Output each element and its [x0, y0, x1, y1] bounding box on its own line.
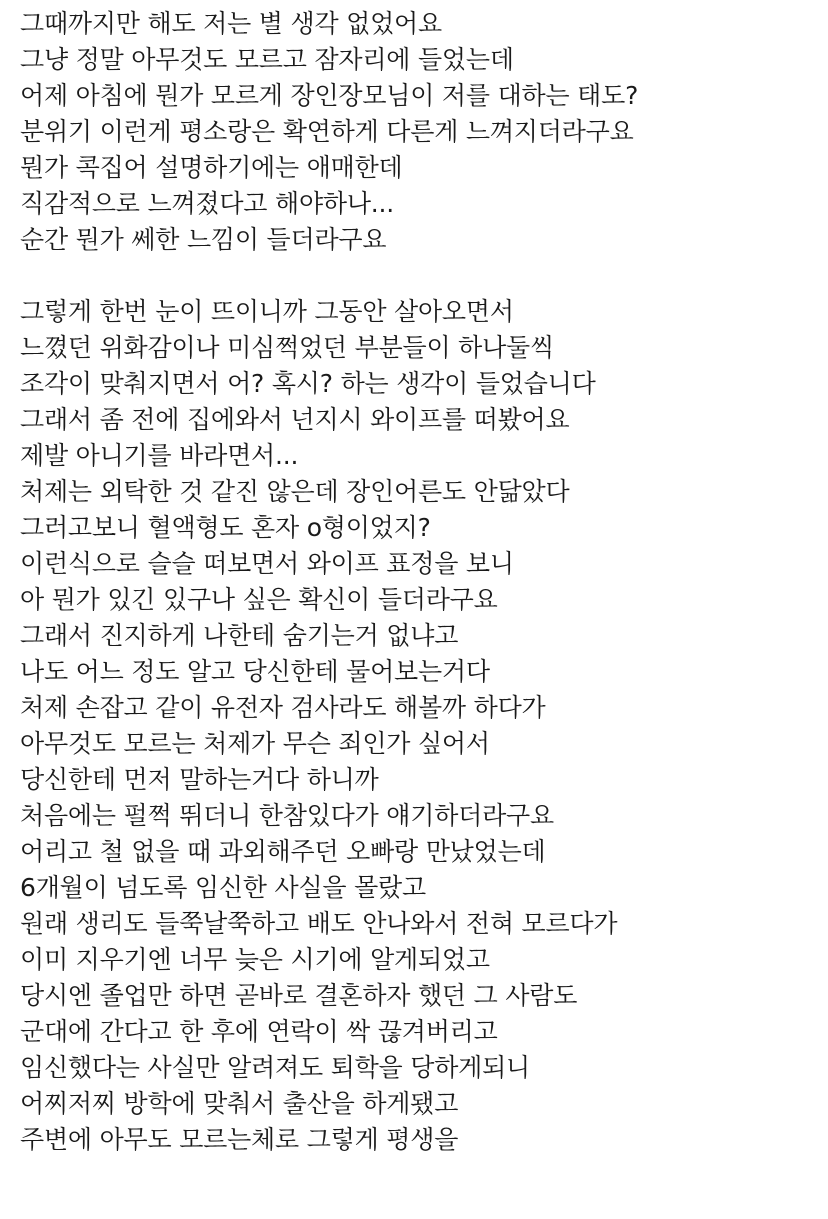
text-line: 어제 아침에 뭔가 모르게 장인장모님이 저를 대하는 태도? [20, 81, 639, 110]
text-line: 그래서 진지하게 나한테 숨기는거 없냐고 [20, 621, 459, 650]
paragraph-gap [20, 258, 820, 294]
text-line: 원래 생리도 들쭉날쭉하고 배도 안나와서 전혀 모르다가 [20, 909, 618, 938]
paragraph-2 [20, 294, 820, 1158]
text-line: 그냥 정말 아무것도 모르고 잠자리에 들었는데 [20, 45, 514, 74]
text-line: 분위기 이런게 평소랑은 확연하게 다른게 느껴지더라구요 [20, 117, 634, 146]
text-line: 제발 아니기를 바라면서... [20, 441, 299, 470]
text-line: 어리고 철 없을 때 과외해주던 오빠랑 만났었는데 [20, 837, 546, 866]
paragraph-1 [20, 6, 820, 258]
text-line: 그렇게 한번 눈이 뜨이니까 그동안 살아오면서 [20, 297, 514, 326]
text-line: 아무것도 모르는 처제가 무슨 죄인가 싶어서 [20, 729, 490, 758]
text-line: 주변에 아무도 모르는체로 그렇게 평생을 [20, 1125, 459, 1154]
text-line: 나도 어느 정도 알고 당신한테 물어보는거다 [20, 657, 490, 686]
text-line: 조각이 맞춰지면서 어? 혹시? 하는 생각이 들었습니다 [20, 369, 596, 398]
text-line: 처음에는 펄쩍 뛰더니 한참있다가 얘기하더라구요 [20, 801, 554, 830]
text-line: 이미 지우기엔 너무 늦은 시기에 알게되었고 [20, 945, 490, 974]
text-line: 6개월이 넘도록 임신한 사실을 몰랐고 [20, 873, 426, 902]
text-line: 처제 손잡고 같이 유전자 검사라도 해볼까 하다가 [20, 693, 546, 722]
text-line: 이런식으로 슬슬 떠보면서 와이프 표정을 보니 [20, 549, 514, 578]
text-line: 그때까지만 해도 저는 별 생각 없었어요 [20, 9, 442, 38]
text-line: 그러고보니 혈액형도 혼자 o형이었지? [20, 513, 431, 542]
text-line: 아 뭔가 있긴 있구나 싶은 확신이 들더라구요 [20, 585, 498, 614]
text-line: 뭔가 콕집어 설명하기에는 애매한데 [20, 153, 403, 182]
text-line: 어찌저찌 방학에 맞춰서 출산을 하게됐고 [20, 1089, 459, 1118]
text-line: 느꼈던 위화감이나 미심쩍었던 부분들이 하나둘씩 [20, 333, 554, 362]
text-line: 처제는 외탁한 것 같진 않은데 장인어른도 안닮았다 [20, 477, 570, 506]
text-line: 임신했다는 사실만 알려져도 퇴학을 당하게되니 [20, 1053, 530, 1082]
text-line: 직감적으로 느껴졌다고 해야하나... [20, 189, 395, 218]
text-line: 그래서 좀 전에 집에와서 넌지시 와이프를 떠봤어요 [20, 405, 570, 434]
text-line: 당신한테 먼저 말하는거다 하니까 [20, 765, 379, 794]
text-line: 군대에 간다고 한 후에 연락이 싹 끊겨버리고 [20, 1017, 498, 1046]
document-body [20, 6, 820, 1158]
text-line: 당시엔 졸업만 하면 곧바로 결혼하자 했던 그 사람도 [20, 981, 578, 1010]
text-line: 순간 뭔가 쎄한 느낌이 들더라구요 [20, 225, 387, 254]
